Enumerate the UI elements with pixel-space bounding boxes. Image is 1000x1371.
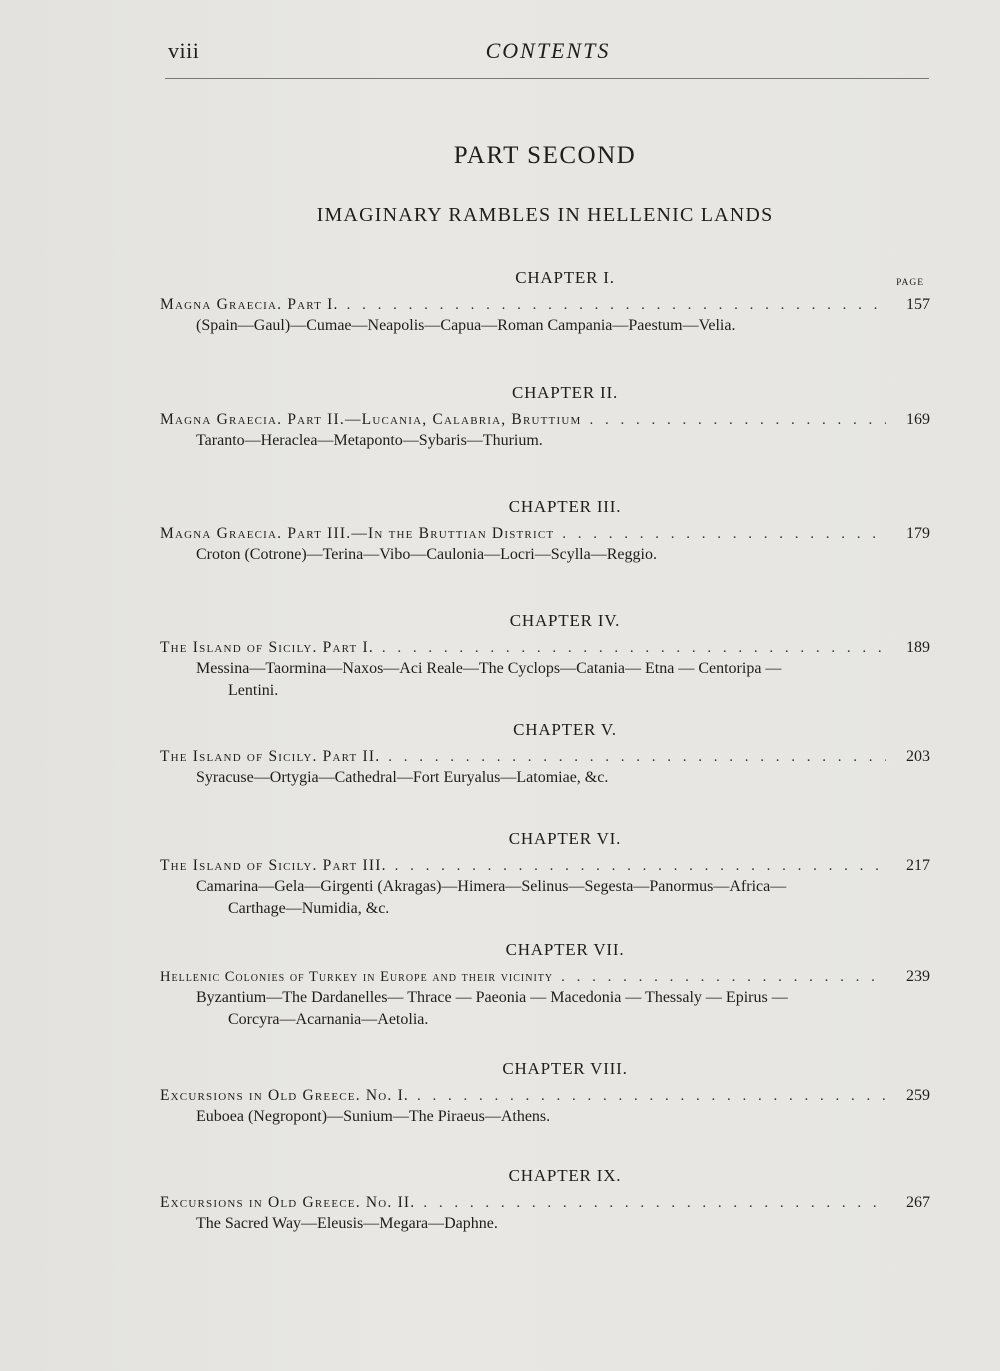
header-rule — [165, 78, 929, 79]
chapter-description: (Spain—Gaul)—Cumae—Neapolis—Capua—Roman Campania—Paestum—Velia. — [196, 317, 736, 334]
chapter-heading: CHAPTER IX. — [508, 1166, 622, 1185]
chapter-page: 259 — [906, 1087, 930, 1104]
chapter-page: 157 — [906, 296, 930, 313]
chapter-description-continued: Carthage—Numidia, &c. — [228, 900, 390, 917]
chapter-entry — [160, 1087, 930, 1105]
chapter-heading: CHAPTER VIII. — [502, 1059, 628, 1078]
chapter-description: Byzantium—The Dardanelles— Thrace — Paeonia — Macedonia — Thessaly — Epirus — — [196, 989, 788, 1006]
running-title: CONTENTS — [485, 38, 611, 63]
chapter-entry — [160, 278, 930, 314]
chapter-description-continued: Corcyra—Acarnania—Aetolia. — [228, 1011, 429, 1028]
chapter-page: 203 — [906, 748, 930, 765]
chapter-title: Excursions in Old Greece. No. I. — [160, 1087, 410, 1104]
chapter-page: 189 — [906, 639, 930, 656]
chapter-description-continued: Lentini. — [228, 682, 279, 699]
chapter-9 — [160, 1166, 930, 1234]
chapter-description: Euboea (Negropont)—Sunium—The Piraeus—Athens. — [196, 1108, 551, 1125]
page-header — [168, 38, 928, 78]
chapter-page: 239 — [906, 968, 930, 985]
page-column-label: PAGE — [896, 278, 924, 288]
chapter-title: Magna Graecia. Part I. — [160, 296, 339, 313]
chapter-title: Magna Graecia. Part III.—In the Bruttian District — [160, 525, 555, 542]
chapter-title: Excursions in Old Greece. No. II. — [160, 1194, 416, 1211]
chapter-heading: CHAPTER IV. — [509, 611, 621, 630]
chapter-page: 217 — [906, 857, 930, 874]
chapter-description: Taranto—Heraclea—Metaponto—Sybaris—Thurium. — [196, 432, 543, 449]
leader-dots — [589, 412, 886, 429]
chapter-title: The Island of Sicily. Part II. — [160, 748, 381, 765]
chapter-8 — [160, 1059, 930, 1127]
chapter-3 — [160, 497, 930, 565]
chapter-entry — [160, 857, 930, 875]
chapter-title: Hellenic Colonies of Turkey in Europe and their vicinity — [160, 969, 554, 985]
part-subtitle: IMAGINARY RAMBLES IN HELLENIC LANDS — [316, 204, 774, 226]
chapter-title: The Island of Sicily. Part I. — [160, 639, 374, 656]
page-number: viii — [168, 38, 200, 63]
chapter-page: 179 — [906, 525, 930, 542]
chapter-entry — [160, 525, 930, 543]
chapter-heading: CHAPTER VII. — [505, 940, 625, 959]
leader-dots — [562, 526, 886, 543]
chapter-description: Messina—Taormina—Naxos—Aci Reale—The Cyclops—Catania— Etna — Centoripa — — [196, 660, 782, 677]
chapter-entry — [160, 411, 930, 429]
chapter-entry — [160, 639, 930, 657]
chapter-heading: CHAPTER II. — [511, 383, 619, 402]
chapter-heading: CHAPTER VI. — [508, 829, 622, 848]
leader-dots — [388, 749, 886, 766]
chapter-4 — [160, 611, 930, 701]
chapter-heading: CHAPTER III. — [508, 497, 622, 516]
part-title: PART SECOND — [453, 142, 637, 169]
leader-dots — [347, 297, 886, 314]
chapter-title: Magna Graecia. Part II.—Lucania, Calabria, Bruttium — [160, 411, 582, 428]
chapter-description: Syracuse—Ortygia—Cathedral—Fort Euryalus—Latomiae, &c. — [196, 769, 609, 786]
chapter-description: Camarina—Gela—Girgenti (Akragas)—Himera—Selinus—Segesta—Panormus—Africa— — [196, 878, 787, 895]
chapter-description: The Sacred Way—Eleusis—Megara—Daphne. — [196, 1215, 498, 1232]
chapter-heading: CHAPTER I. — [515, 268, 615, 287]
chapter-entry — [160, 748, 930, 766]
chapter-6 — [160, 829, 930, 919]
chapter-page: 169 — [906, 411, 930, 428]
leader-dots — [382, 640, 886, 657]
chapter-title: The Island of Sicily. Part III. — [160, 857, 387, 874]
chapter-page: 267 — [906, 1194, 930, 1211]
leader-dots — [561, 969, 886, 986]
chapter-heading: CHAPTER V. — [513, 720, 617, 739]
chapter-7 — [160, 940, 930, 1030]
chapter-entry — [160, 968, 930, 986]
leader-dots — [395, 858, 886, 875]
chapter-2 — [160, 383, 930, 451]
leader-dots — [417, 1088, 886, 1105]
leader-dots — [423, 1195, 886, 1212]
chapter-entry — [160, 1194, 930, 1212]
chapter-1 — [160, 268, 930, 336]
chapter-5 — [160, 720, 930, 788]
chapter-description: Croton (Cotrone)—Terina—Vibo—Caulonia—Locri—Scylla—Reggio. — [196, 546, 657, 563]
